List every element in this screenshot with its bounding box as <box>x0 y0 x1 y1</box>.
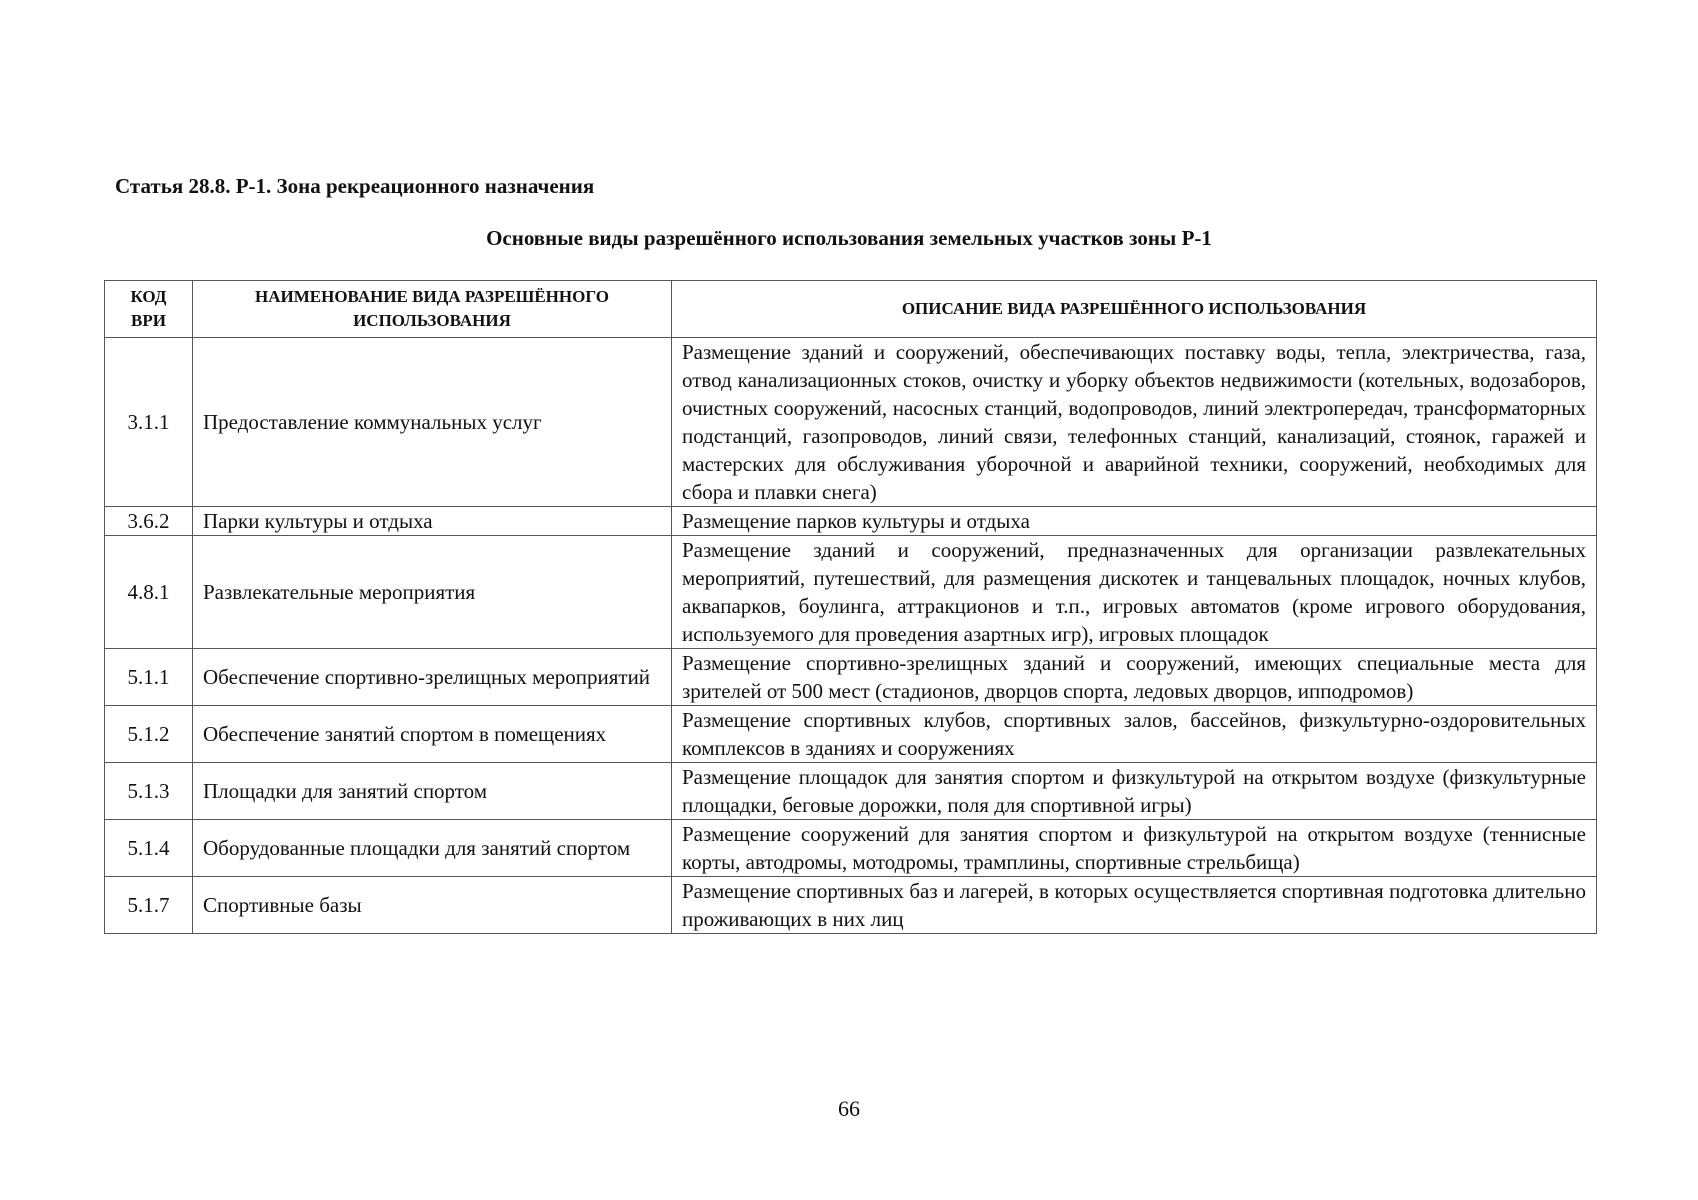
header-name: НАИМЕНОВАНИЕ ВИДА РАЗРЕШЁННОГО ИСПОЛЬЗОВАНИЯ <box>193 281 672 338</box>
table-row <box>105 649 1597 706</box>
row-name: Парки культуры и отдыха <box>193 507 672 536</box>
table-row <box>105 877 1597 934</box>
header-code: КОД ВРИ <box>105 281 193 338</box>
table-row <box>105 706 1597 763</box>
row-description: Размещение зданий и сооружений, обеспечивающих поставку воды, тепла, электричества, газа, отвод канализационных стоков, очистку и уборку объектов недвижимости (котельных, водозаборов, очистных сооружений, насосных станций, водопроводов, линий электропередач, трансформаторных подстанций, газопроводов, линий связи, телефонных станций, канализаций, стоянок, гаражей и мастерских для обслуживания уборочной и аварийной техники, сооружений, необходимых для сбора и плавки снега) <box>672 338 1597 507</box>
row-code: 5.1.1 <box>105 649 193 706</box>
row-description: Размещение спортивных баз и лагерей, в которых осуществляется спортивная подготовка длительно проживающих в них лиц <box>672 877 1597 934</box>
row-code: 5.1.2 <box>105 706 193 763</box>
row-description: Размещение спортивно-зрелищных зданий и сооружений, имеющих специальные места для зрителей от 500 мест (стадионов, дворцов спорта, ледовых дворцов, ипподромов) <box>672 649 1597 706</box>
row-name: Спортивные базы <box>193 877 672 934</box>
row-name: Обеспечение занятий спортом в помещениях <box>193 706 672 763</box>
row-name: Развлекательные мероприятия <box>193 536 672 649</box>
row-name: Площадки для занятий спортом <box>193 763 672 820</box>
article-title: Статья 28.8. Р-1. Зона рекреационного назначения <box>115 174 595 198</box>
row-name: Обеспечение спортивно-зрелищных мероприятий <box>193 649 672 706</box>
header-description: ОПИСАНИЕ ВИДА РАЗРЕШЁННОГО ИСПОЛЬЗОВАНИЯ <box>672 281 1597 338</box>
table-row <box>105 338 1597 507</box>
row-name: Оборудованные площадки для занятий спортом <box>193 820 672 877</box>
row-code: 3.6.2 <box>105 507 193 536</box>
table-row <box>105 763 1597 820</box>
row-name: Предоставление коммунальных услуг <box>193 338 672 507</box>
permitted-use-table <box>104 280 1597 934</box>
row-description: Размещение зданий и сооружений, предназначенных для организации развлекательных мероприятий, путешествий, для размещения дискотек и танцевальных площадок, ночных клубов, аквапарков, боулинга, аттракционов и т.п., игровых автоматов (кроме игрового оборудования, используемого для проведения азартных игр), игровых площадок <box>672 536 1597 649</box>
row-code: 3.1.1 <box>105 338 193 507</box>
page-number: 66 <box>838 1096 860 1121</box>
row-code: 5.1.7 <box>105 877 193 934</box>
table-row <box>105 820 1597 877</box>
table-caption: Основные виды разрешённого использования земельных участков зоны Р-1 <box>486 226 1212 250</box>
table-row <box>105 507 1597 536</box>
row-code: 4.8.1 <box>105 536 193 649</box>
row-description: Размещение сооружений для занятия спортом и физкультурой на открытом воздухе (теннисные корты, автодромы, мотодромы, трамплины, спортивные стрельбища) <box>672 820 1597 877</box>
row-code: 5.1.4 <box>105 820 193 877</box>
table-row <box>105 536 1597 649</box>
row-description: Размещение парков культуры и отдыха <box>672 507 1597 536</box>
row-description: Размещение спортивных клубов, спортивных залов, бассейнов, физкультурно-оздоровительных комплексов в зданиях и сооружениях <box>672 706 1597 763</box>
row-code: 5.1.3 <box>105 763 193 820</box>
row-description: Размещение площадок для занятия спортом и физкультурой на открытом воздухе (физкультурные площадки, беговые дорожки, поля для спортивной игры) <box>672 763 1597 820</box>
table-header-row <box>105 281 1597 338</box>
